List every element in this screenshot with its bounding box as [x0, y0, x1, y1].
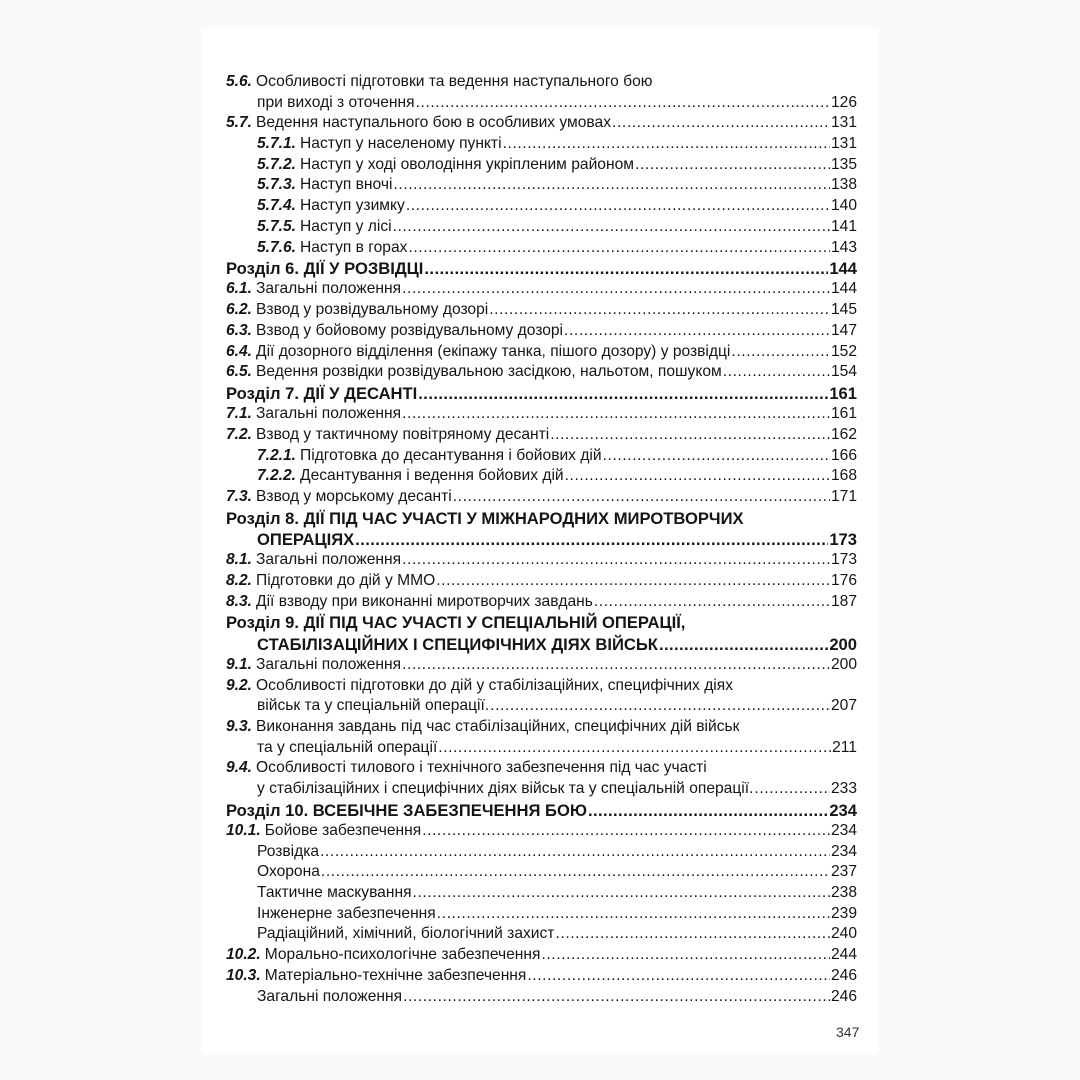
toc-entry-title: та у спеціальній операції: [257, 738, 438, 756]
dot-leader: [355, 529, 828, 550]
toc-page-number: 144: [829, 259, 857, 279]
toc-page-number: 237: [830, 863, 857, 881]
toc-section-number: 5.7.4.: [257, 197, 297, 215]
toc-entry-line: [226, 883, 857, 904]
toc-page-number: 144: [830, 280, 857, 298]
toc-section-number: 9.1.: [226, 655, 253, 673]
toc-entry-title: Дії дозорного відділення (екіпажу танка, пішого дозору) у розвідці: [256, 342, 731, 360]
toc-entry-title: Взвод у розвідувальному дозорі: [256, 301, 489, 319]
toc-page-number: 126: [830, 93, 857, 111]
dot-leader: [402, 550, 830, 571]
dot-leader: [403, 987, 830, 1008]
toc-entry-title: Особливості підготовки до дій у стабілізаційних, специфічних діях: [256, 676, 733, 694]
toc-chapter-line: [226, 612, 857, 633]
toc-entry-title: Ведення наступального бою в особливих умовах: [256, 114, 612, 132]
toc-entry-line: [226, 155, 857, 176]
toc-section-number: 7.2.: [226, 425, 253, 443]
toc-page-number: 246: [830, 987, 857, 1005]
toc-entry-line: [226, 446, 857, 467]
dot-leader: [489, 300, 830, 321]
toc-entry-title: Загальні положення: [257, 987, 403, 1005]
dot-leader: [603, 446, 830, 467]
dot-leader: [321, 862, 830, 883]
toc-page-number: 187: [830, 592, 857, 610]
toc-entry-title: у стабілізаційних і специфічних діях військ та у спеціальній операції.: [257, 780, 754, 798]
toc-entry-title: Радіаційний, хімічний, біологічний захист: [257, 925, 555, 943]
toc-entry-title: Тактичне маскування: [257, 884, 412, 902]
toc-entry-title: Розділ 10. ВСЕБІЧНЕ ЗАБЕЗПЕЧЕННЯ БОЮ: [226, 800, 587, 820]
toc-entry-title: Взвод у тактичному повітряному десанті: [256, 425, 550, 443]
dot-leader: [438, 738, 831, 759]
toc-entry-line: [226, 592, 857, 613]
toc-entry-title: Розділ 9. ДІЇ ПІД ЧАС УЧАСТІ У СПЕЦІАЛЬНІЙ ОПЕРАЦІЇ,: [226, 613, 686, 633]
toc-page-number: 166: [830, 446, 857, 464]
toc-entry-line: [226, 279, 857, 300]
toc-section-number: 10.1.: [226, 822, 261, 840]
toc-entry-line: [226, 487, 857, 508]
toc-page-number: 168: [830, 467, 857, 485]
toc-entry-title: Морально-психологічне забезпечення: [264, 946, 541, 964]
toc-section-number: 5.6.: [226, 73, 253, 90]
toc-chapter-line: [226, 800, 857, 821]
toc-entry-title: Наступ вночі: [300, 176, 393, 194]
page-number: 347: [836, 1024, 860, 1040]
toc-section-number: 5.7.3.: [257, 176, 297, 194]
dot-leader: [723, 362, 830, 383]
toc-entry-title: Загальні положення: [256, 551, 402, 569]
toc-section-number: 5.7.1.: [257, 135, 297, 153]
toc-entry-line: [226, 717, 857, 738]
dot-leader: [541, 945, 830, 966]
toc-page-number: 161: [829, 383, 857, 403]
toc-entry-title: Бойове забезпечення: [264, 822, 422, 840]
toc-page-number: 207: [830, 697, 857, 715]
toc-section-number: 5.7.6.: [257, 238, 297, 256]
dot-leader: [594, 592, 830, 613]
toc-chapter-line: [226, 508, 857, 529]
toc-page-number: 244: [830, 946, 857, 964]
toc-entry-line: [226, 425, 857, 446]
toc-section-number: 5.7.: [226, 114, 253, 132]
toc-entry-line: [226, 238, 857, 259]
toc-page-number: 140: [830, 197, 857, 215]
toc-page-number: 239: [830, 904, 857, 922]
toc-section-number: 9.4.: [226, 759, 253, 777]
toc-page-number: 234: [829, 800, 857, 820]
dot-leader: [393, 217, 830, 238]
dot-leader: [422, 821, 830, 842]
toc-page-number: 173: [830, 551, 857, 569]
dot-leader: [565, 466, 830, 487]
toc-page-number: 162: [830, 425, 857, 443]
toc-page-number: 135: [830, 155, 857, 173]
toc-entry-title: Розвідка: [257, 842, 320, 860]
toc-entry-title: СТАБІЛІЗАЦІЙНИХ І СПЕЦИФІЧНИХ ДІЯХ ВІЙСЬК: [257, 634, 658, 654]
toc-entry-line: [226, 779, 857, 800]
toc-section-number: 5.7.2.: [257, 155, 297, 173]
toc-page-number: 161: [830, 405, 857, 423]
toc-page-number: 200: [829, 634, 857, 654]
toc-section-number: 7.2.1.: [257, 446, 297, 464]
toc-entry-line: [226, 966, 857, 987]
toc-entry-title: Розділ 8. ДІЇ ПІД ЧАС УЧАСТІ У МІЖНАРОДНИХ МИРОТВОРЧИХ: [226, 508, 744, 528]
dot-leader: [402, 279, 830, 300]
toc-page-number: 176: [830, 571, 857, 589]
toc-entry-title: Наступ у ході оволодіння укріпленим районом: [300, 155, 634, 173]
toc-section-number: 9.2.: [226, 676, 253, 694]
dot-leader: [416, 93, 830, 114]
toc-entry-title: Розділ 7. ДІЇ У ДЕСАНТІ: [226, 383, 418, 403]
toc-entry-title: Дії взводу при виконанні миротворчих завдань: [256, 592, 593, 610]
toc-section-number: 6.2.: [226, 301, 253, 319]
dot-leader: [393, 175, 830, 196]
toc-page-number: 131: [830, 114, 857, 132]
toc-page-number: 233: [830, 780, 857, 798]
toc-page-number: 173: [829, 529, 857, 549]
toc-chapter-line: [226, 258, 857, 279]
toc-page-number: 141: [830, 217, 857, 235]
dot-leader: [550, 425, 830, 446]
toc-section-number: 10.3.: [226, 966, 261, 984]
toc-entry-title: Загальні положення: [256, 405, 402, 423]
dot-leader: [424, 258, 828, 279]
toc-section-number: 8.1.: [226, 551, 253, 569]
toc-entry-line: [226, 342, 857, 363]
toc-chapter-line: [226, 529, 857, 550]
toc-section-number: 6.5.: [226, 363, 253, 381]
toc-entry-line: [226, 821, 857, 842]
dot-leader: [436, 571, 830, 592]
toc-entry-line: [226, 196, 857, 217]
toc-section-number: 5.7.5.: [257, 217, 297, 235]
toc-section-number: 9.3.: [226, 717, 253, 735]
dot-leader: [453, 487, 830, 508]
toc-page-number: 138: [830, 176, 857, 194]
toc-entry-title: Наступ у лісі: [300, 217, 392, 235]
toc-entry-title: при виході з оточення: [257, 93, 415, 111]
toc-section-number: 8.3.: [226, 592, 253, 610]
toc-page-number: 246: [830, 966, 857, 984]
toc-entry-line: [226, 945, 857, 966]
toc-entry-line: [226, 842, 857, 863]
dot-leader: [490, 696, 830, 717]
toc-entry-title: Наступ узимку: [300, 197, 405, 215]
toc-entry-line: [226, 72, 857, 93]
toc-chapter-line: [226, 383, 857, 404]
toc-page-number: 152: [830, 342, 857, 360]
toc-page-number: 240: [830, 925, 857, 943]
dot-leader: [731, 342, 830, 363]
toc-page-number: 234: [830, 822, 857, 840]
toc-chapter-line: [226, 634, 857, 655]
toc-entry-title: Ведення розвідки розвідувальною засідкою, нальотом, пошуком: [256, 363, 722, 381]
dot-leader: [659, 634, 828, 655]
toc-section-number: 8.2.: [226, 571, 253, 589]
toc-entry-line: [226, 134, 857, 155]
toc-entry-title: Охорона: [257, 863, 320, 881]
toc-entry-title: ОПЕРАЦІЯХ: [257, 529, 355, 549]
toc-entry-title: Особливості підготовки та ведення наступального бою: [256, 73, 653, 90]
toc-page-number: 154: [830, 363, 857, 381]
toc-page-number: 145: [830, 301, 857, 319]
toc-entry-line: [226, 550, 857, 571]
toc-page-number: 131: [830, 135, 857, 153]
dot-leader: [555, 924, 830, 945]
dot-leader: [437, 904, 830, 925]
dot-leader: [408, 238, 830, 259]
toc-section-number: 7.3.: [226, 487, 253, 505]
toc-entry-line: [226, 571, 857, 592]
toc-entry-line: [226, 758, 857, 779]
toc-entry-title: Десантування і ведення бойових дій: [300, 467, 564, 485]
dot-leader: [406, 196, 830, 217]
toc-section-number: 10.2.: [226, 946, 261, 964]
toc-page-number: 143: [830, 238, 857, 256]
toc-entry-line: [226, 300, 857, 321]
toc-entry-line: [226, 466, 857, 487]
toc-entry-line: [226, 217, 857, 238]
toc-page-number: 200: [830, 655, 857, 673]
dot-leader: [564, 321, 830, 342]
toc-entry-title: Загальні положення: [256, 655, 402, 673]
toc-entry-line: [226, 321, 857, 342]
dot-leader: [635, 155, 830, 176]
toc-entry-line: [226, 655, 857, 676]
dot-leader: [320, 842, 830, 863]
toc-section-number: 6.4.: [226, 342, 253, 360]
toc-entry-title: Підготовка до десантування і бойових дій: [300, 446, 602, 464]
toc-page-number: 238: [830, 884, 857, 902]
toc-entry-title: Інженерне забезпечення: [257, 904, 436, 922]
toc-section-number: 7.1.: [226, 405, 253, 423]
toc-page-number: 171: [830, 487, 857, 505]
dot-leader: [402, 404, 830, 425]
toc-entry-title: Взвод у морському десанті: [256, 487, 452, 505]
toc-entry-title: Наступ у населеному пункті: [300, 135, 502, 153]
toc-entry-title: Загальні положення: [256, 280, 402, 298]
dot-leader: [503, 134, 830, 155]
toc-entry-line: [226, 696, 857, 717]
dot-leader: [527, 966, 830, 987]
dot-leader: [612, 113, 830, 134]
toc-page-number: 147: [830, 321, 857, 339]
toc-page-number: 234: [830, 842, 857, 860]
toc-entry-line: [226, 862, 857, 883]
toc-entry-title: Наступ в горах: [300, 238, 408, 256]
toc-entry-title: Підготовки до дій у ММО: [256, 571, 436, 589]
toc-entry-line: [226, 175, 857, 196]
dot-leader: [418, 383, 828, 404]
dot-leader: [588, 800, 828, 821]
toc-entry-title: Матеріально-технічне забезпечення: [264, 966, 527, 984]
toc-entry-line: [226, 404, 857, 425]
dot-leader: [413, 883, 830, 904]
dot-leader: [402, 655, 830, 676]
toc-entry-line: [226, 113, 857, 134]
toc-section-number: 6.3.: [226, 321, 253, 339]
toc-entry-title: Особливості тилового і технічного забезпечення під час участі: [256, 759, 707, 777]
table-of-contents: [226, 72, 857, 1007]
toc-entry-line: [226, 738, 857, 759]
toc-entry-line: [226, 904, 857, 925]
toc-entry-line: [226, 924, 857, 945]
toc-entry-line: [226, 362, 857, 383]
toc-entry-title: Взвод у бойовому розвідувальному дозорі: [256, 321, 564, 339]
toc-entry-title: військ та у спеціальній операції.: [257, 697, 490, 715]
toc-section-number: 6.1.: [226, 280, 253, 298]
toc-entry-line: [226, 987, 857, 1008]
toc-entry-line: [226, 93, 857, 114]
dot-leader: [754, 779, 830, 800]
toc-section-number: 7.2.2.: [257, 467, 297, 485]
toc-entry-title: Виконання завдань під час стабілізаційних, специфічних дій військ: [256, 717, 740, 735]
toc-page-number: 211: [832, 738, 857, 756]
toc-entry-line: [226, 676, 857, 697]
toc-entry-title: Розділ 6. ДІЇ У РОЗВІДЦІ: [226, 259, 424, 279]
